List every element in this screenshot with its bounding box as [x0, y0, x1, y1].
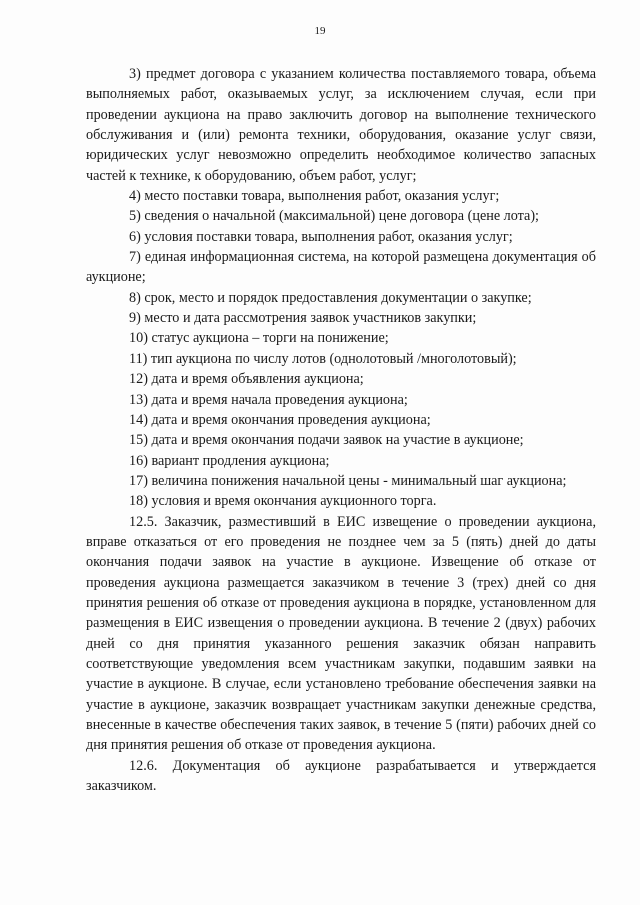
list-item-6: 6) условия поставки товара, выполнения работ, оказания услуг;	[129, 228, 513, 245]
list-item-14: 14) дата и время окончания проведения аукциона;	[129, 411, 431, 428]
page-number: 19	[314, 25, 326, 37]
list-item-7: 7) единая информационная система, на которой размещена документация об аукционе;	[86, 249, 596, 286]
list-item-13: 13) дата и время начала проведения аукциона;	[129, 391, 408, 408]
list-item-10: 10) статус аукциона – торги на понижение;	[129, 330, 389, 347]
list-item-16: 16) вариант продления аукциона;	[129, 452, 330, 469]
list-item-5: 5) сведения о начальной (максимальной) цене договора (цене лота);	[129, 208, 539, 225]
list-item-3: 3) предмет договора с указанием количества поставляемого товара, объема выполняемых работ, оказываемых услуг, за исключением случая, если при проведении аукциона на право заключить договор на выполнение технического обслуживания и (или) ремонта техники, оборудования, оказание услуг связи, юридических услуг невозможно определить необходимое количество запасных частей к технике, к оборудованию, объем работ, услуг;	[86, 66, 596, 184]
list-item-18: 18) условия и время окончания аукционного торга.	[129, 493, 437, 510]
section-12-6: 12.6. Документация об аукционе разрабатывается и утверждается заказчиком.	[86, 757, 596, 795]
list-item-4: 4) место поставки товара, выполнения работ, оказания услуг;	[129, 188, 500, 205]
list-item-9: 9) место и дата рассмотрения заявок участников закупки;	[129, 310, 477, 327]
document-body	[86, 64, 596, 796]
list-item-11: 11) тип аукциона по числу лотов (однолотовый /многолотовый);	[129, 350, 517, 367]
list-item-17: 17) величина понижения начальной цены - минимальный шаг аукциона;	[129, 472, 567, 489]
section-12-5: 12.5. Заказчик, разместивший в ЕИС извещение о проведении аукциона, вправе отказаться от его проведения не позднее чем за 5 (пять) дней до даты окончания подачи заявок на участие в аукционе. Извещение об отказе от проведения аукциона размещается заказчиком в течение 3 (трех) дней со дня принятия решения об отказе от проведения аукциона в порядке, установленном для размещения в ЕИС извещения о проведении аукциона. В течение 2 (двух) рабочих дней со дня принятия указанного решения заказчик обязан направить соответствующие уведомления всем участникам закупки, подавшим заявки на участие в аукционе. В случае, если установлено требование обеспечения заявки на участие в аукционе, заказчик возвращает участникам закупки денежные средства, внесенные в качестве обеспечения таких заявок, в течение 5 (пяти) рабочих дней со дня принятия решения об отказе от проведения аукциона.	[86, 513, 596, 754]
list-item-8: 8) срок, место и порядок предоставления документации о закупке;	[129, 289, 532, 306]
list-item-15: 15) дата и время окончания подачи заявок на участие в аукционе;	[129, 432, 524, 449]
list-item-12: 12) дата и время объявления аукциона;	[129, 371, 364, 388]
